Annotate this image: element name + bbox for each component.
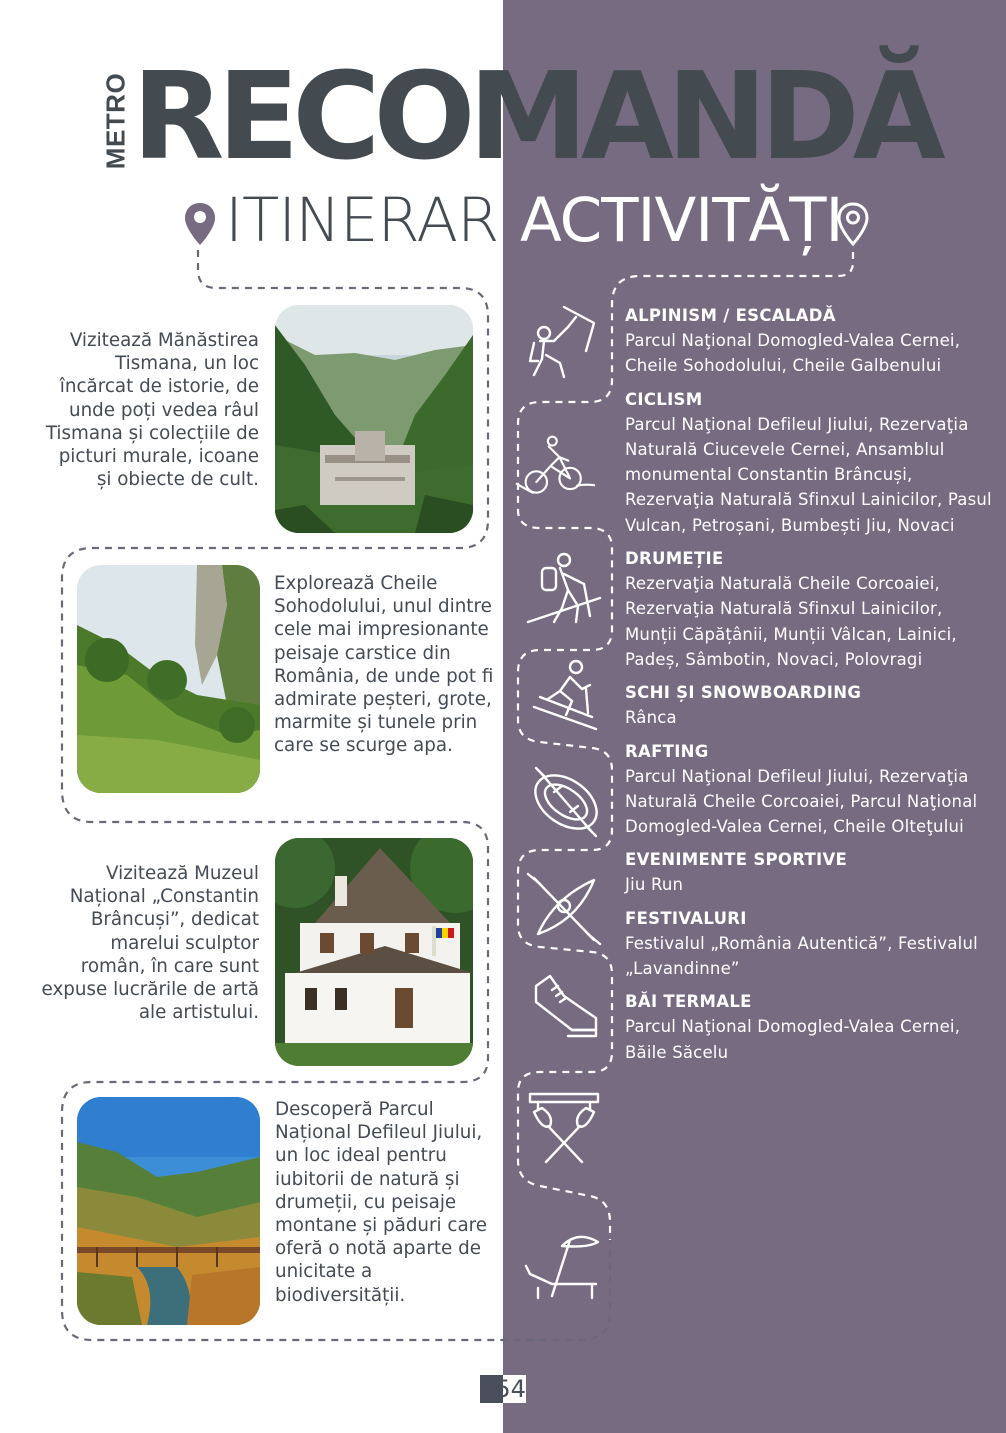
- activity-item: [625, 989, 995, 1065]
- toast-icon: [524, 1086, 604, 1166]
- itinerary-text-2: Explorează Cheile Sohodolului, unul dintre cele mai impresionante peisaje carstice din România, de unde pot fi admirate peșteri, grote, marmite și tunele prin care se scurge apa.: [274, 573, 494, 757]
- page-number: 154: [480, 1375, 526, 1403]
- climbing-icon: [524, 303, 604, 383]
- activity-title: FESTIVALURI: [625, 908, 747, 928]
- activity-item: [625, 387, 995, 538]
- activity-locations: Rânca: [625, 708, 677, 728]
- skiing-icon: [530, 655, 610, 735]
- activity-locations: Jiu Run: [625, 875, 684, 895]
- page-title: RECOMANDĂ: [132, 48, 939, 187]
- activity-locations: Parcul Naţional Defileul Jiului, Rezervaţia Naturală Ciucevele Cernei, Ansamblul monumental Constantin Brâncuși, Rezervaţia Naturală Sfinxul Lainicilor, Pasul Vulcan, Petroșani, Bumbești Jiu, Novaci: [625, 414, 992, 535]
- kayak-icon: [524, 868, 604, 948]
- activity-item: [625, 546, 995, 672]
- activity-item: [625, 739, 995, 840]
- tismana-monastery-photo: [275, 305, 473, 533]
- bicycle-icon: [515, 426, 595, 506]
- activity-title: CICLISM: [625, 389, 703, 409]
- location-pin-icon: [836, 201, 870, 247]
- activity-title: RAFTING: [625, 741, 709, 761]
- activity-locations: Parcul Naţional Defileul Jiului, Rezervaţia Naturală Cheile Corcoaiei, Parcul Naţional Domogled-Valea Cernei, Cheile Olteţului: [625, 766, 978, 837]
- activity-item: [625, 680, 995, 730]
- activity-title: BĂI TERMALE: [625, 992, 752, 1012]
- activity-title: SCHI ȘI SNOWBOARDING: [625, 683, 862, 703]
- rafting-icon: [526, 762, 606, 842]
- activity-locations: Festivalul „România Autentică”, Festivalul „Lavandinne”: [625, 933, 978, 979]
- activity-title: ALPINISM / ESCALADĂ: [625, 306, 836, 325]
- activities-list: [625, 303, 995, 1073]
- itinerary-text-4: Descoperă Parcul Național Defileul Jiului, un loc ideal pentru iubitorii de natură și drumeții, cu peisaje montane și păduri care oferă o notă aparte de unicitate a biodiversității.: [275, 1099, 488, 1306]
- activity-item: [625, 847, 995, 897]
- activity-locations: Parcul Naţional Domogled-Valea Cernei, Cheile Sohodolului, Cheile Galbenului: [625, 331, 961, 376]
- brancusi-museum-photo: [275, 838, 473, 1066]
- activity-locations: Parcul Naţional Domogled-Valea Cernei, Băile Săcelu: [625, 1017, 961, 1062]
- brand-label: METRO: [100, 72, 131, 170]
- activity-item: [625, 303, 995, 379]
- sneaker-icon: [524, 966, 604, 1046]
- itinerary-text-3: Vizitează Muzeul Național „Constantin Brâncuși”, dedicat marelui sculptor român, în care sunt expuse lucrările de artă ale artistului.: [41, 863, 259, 1024]
- beach-chair-icon: [522, 1226, 602, 1306]
- itinerary-heading: ITINERAR: [225, 185, 499, 256]
- jiu-gorge-photo: [77, 1097, 260, 1325]
- activity-title: DRUMEȚIE: [625, 549, 724, 569]
- hiking-icon: [524, 550, 604, 630]
- activity-item: [625, 906, 995, 982]
- sohodol-gorges-photo: [77, 565, 260, 793]
- location-pin-icon: [183, 201, 217, 247]
- activity-locations: Rezervaţia Naturală Cheile Corcoaiei, Rezervaţia Naturală Sfinxul Lainicilor, Munții Căpățânii, Munții Vâlcan, Lainici, Padeș, Sâmbotin, Novaci, Polovragi: [625, 574, 957, 669]
- activities-heading: ACTIVITĂȚI: [520, 185, 843, 256]
- activity-title: EVENIMENTE SPORTIVE: [625, 850, 848, 870]
- itinerary-text-1: Vizitează Mănăstirea Tismana, un loc încărcat de istorie, de unde poți vedea râul Tismana și colecțiile de picturi murale, icoane și obiecte de cult.: [45, 330, 259, 491]
